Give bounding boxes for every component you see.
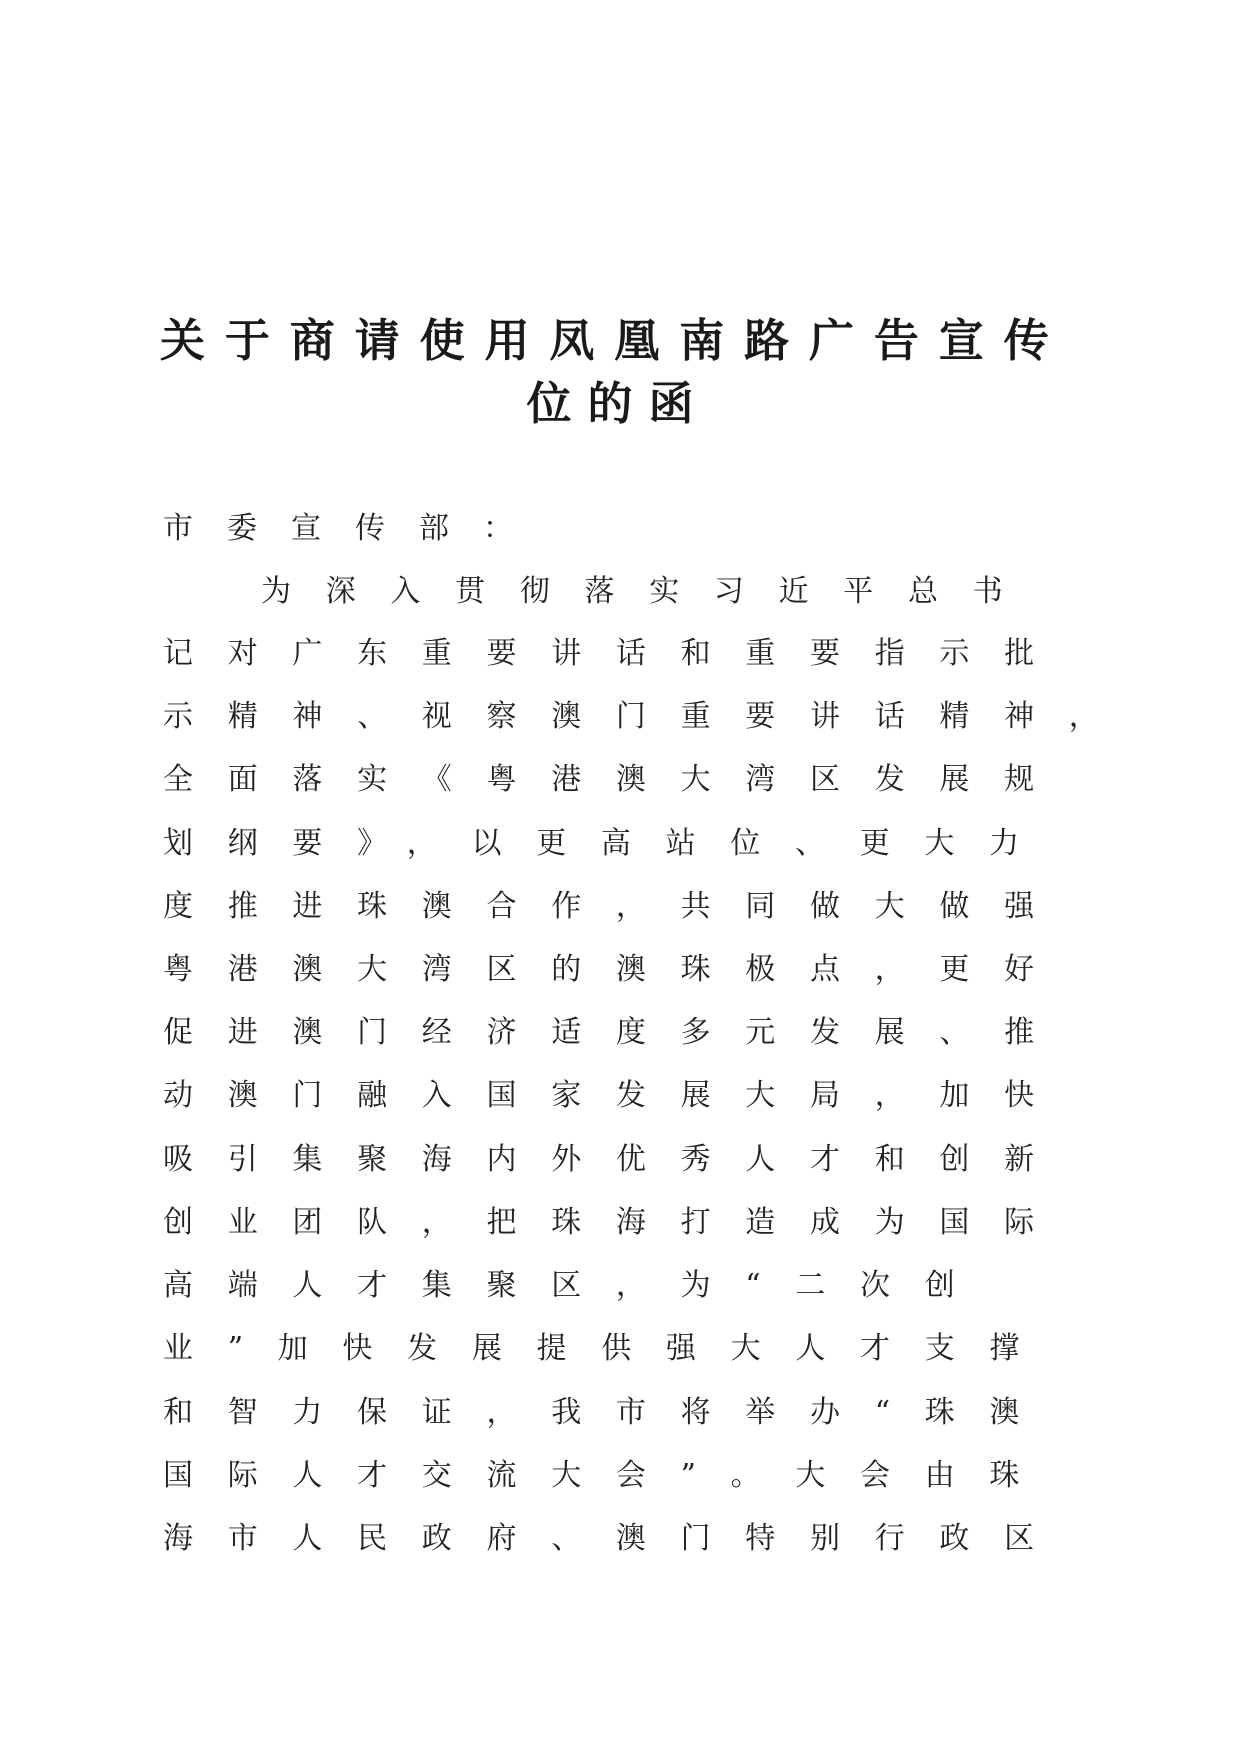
body-line: 记对广东重要讲话和重要指示批	[163, 636, 1069, 671]
body-line: 业”加快发展提供强大人才支撑	[163, 1331, 1055, 1366]
body-line: 促进澳门经济适度多元发展、推	[163, 1015, 1069, 1050]
body-line: 粤港澳大湾区的澳珠极点，更好	[163, 952, 1069, 987]
body-line: 吸引集聚海内外优秀人才和创新	[163, 1142, 1069, 1177]
body-line: 和智力保证，我市将举办“珠澳	[163, 1395, 1055, 1430]
document-title-line-2: 位的函	[526, 377, 710, 430]
body-line: 度推进珠澳合作，共同做大做强	[163, 889, 1069, 924]
body-line: 创业团队，把珠海打造成为国际	[163, 1205, 1069, 1240]
body-line: 国际人才交流大会”。大会由珠	[163, 1458, 1055, 1493]
body-line: 动澳门融入国家发展大局，加快	[163, 1078, 1069, 1113]
body-line: 全面落实《粤港澳大湾区发展规	[163, 762, 1069, 797]
body-line: 海市人民政府、澳门特别行政区	[163, 1521, 1069, 1556]
body-line: 高端人才集聚区，为“二次创	[163, 1268, 990, 1303]
body-line: 划纲要》，以更高站位、更大力	[163, 826, 1054, 861]
salutation: 市委宣传部：	[163, 511, 547, 546]
document-title-line-1: 关于商请使用凤凰南路广告宣传	[160, 314, 1069, 367]
body-line: 为深入贯彻落实习近平总书	[261, 574, 1038, 609]
body-line: 示精神、视察澳门重要讲话精神，	[163, 699, 1134, 734]
